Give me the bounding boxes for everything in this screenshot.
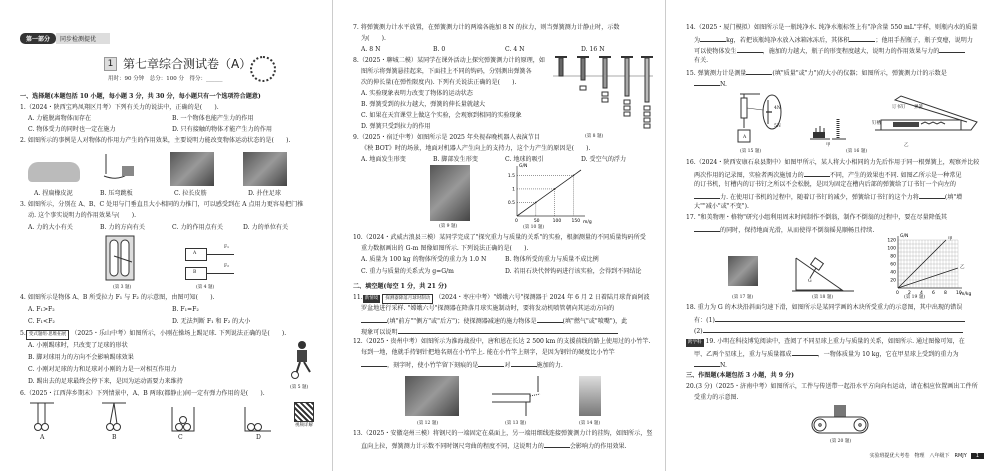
- q16-label-staple: 订书钉: [892, 105, 906, 110]
- q3-option-b: B. 力的方向有关: [100, 224, 145, 231]
- y-axis-label: G/N: [900, 234, 909, 239]
- q4-caption: (第 4 题): [196, 285, 215, 290]
- q19-caption: (第 19 题): [904, 295, 926, 300]
- q14-bottle-photo: [579, 376, 601, 416]
- q4-arrow-f1: [206, 254, 234, 255]
- q12-stem-3: [361, 360, 563, 370]
- q7-stem-2: 为( ).: [361, 35, 386, 42]
- q18-stem-2-text: 有：(1): [694, 317, 715, 324]
- q15-scale-label-5n: 5N: [774, 124, 781, 129]
- q16-stem-4b: (填"增: [944, 194, 963, 201]
- q16-label-groove: 钉槽: [872, 121, 881, 126]
- x-tick-label: 2: [908, 291, 911, 296]
- q19-stem-2: [694, 349, 959, 359]
- q10-option-d: D. 若用石块代替钩码进行该实验，会得到不同结论: [505, 268, 642, 275]
- q16-stem-5: 大""减小"或"不变").: [694, 203, 749, 210]
- y-tick-label: 120: [887, 238, 896, 244]
- q5-option-c: C. 小刚对足球的力和足球对小刚的力是一对相互作用力: [28, 366, 177, 373]
- q12-stem-1: 12.（2025・贵州中考）如图所示为淮海战役中，唐和恩在长达 2 500 km 的支援前线的路上使用过的小竹竿.: [353, 338, 651, 345]
- q16-stem-2: [694, 170, 962, 180]
- q13-caption: (第 13 题): [505, 421, 527, 426]
- data-point: [554, 188, 556, 190]
- q2-image-c: [170, 152, 214, 186]
- q16-stem-2a: 两次作用的记录图，实验者两次施加力的: [694, 172, 804, 179]
- q4-label-f1: F₁: [224, 245, 229, 250]
- q16-figure-jia: [810, 108, 852, 142]
- q2-option-b: B. 压弯跳板: [100, 190, 133, 197]
- x-axis-label: m/g: [583, 220, 592, 224]
- q17-stem-2-text: 的同时，保持地面光滑，从而使得不倒翁摇晃顺畅且持续.: [720, 227, 875, 234]
- q6-option-a: A: [40, 434, 45, 441]
- q17-stem-1: 17. "和美物理・格物"研究小组利用周末时间制作不倒翁，制作不倒翁的过程中，要在尽量降低其: [686, 214, 947, 221]
- q15-stem-1a: 15. 弹簧测力计是测量: [686, 70, 747, 77]
- test-number: 1: [104, 57, 117, 71]
- q2-option-c: C. 拉长皮筋: [174, 190, 207, 197]
- q5-option-b: B. 脚对球用力的方向不会影响踢球效果: [28, 354, 134, 361]
- q11-stem-3a: (填"前方""侧方"或"后方")；使探测器减速的施力物体是: [387, 318, 537, 325]
- q18-slope-figure: [792, 254, 856, 294]
- x-axis-label: m/kg: [960, 292, 972, 296]
- q11-stem-1: [353, 294, 650, 304]
- q14-stem-2b: kg，若把该瓶纯净水放入冰箱冰冻后，其体积: [726, 37, 850, 44]
- q13-stem-2: [361, 441, 627, 451]
- q16-blank-1[interactable]: [804, 170, 830, 177]
- q8-option-a: A. 实验现象表明力改变了物体的运动状态: [361, 90, 473, 97]
- data-point: [535, 202, 537, 204]
- q9-stem-1: 9.（2025・宿迁中考）如图所示是 2025 年央视春晚机器人表演节目: [353, 134, 540, 141]
- q19-stem-1: [686, 338, 965, 347]
- q16-stem-4: [694, 192, 962, 202]
- q14-stem-3a: 可以使物体发生: [694, 48, 737, 55]
- q8-stem-2: 图所示将弹簧悬挂起来，下面挂上不同的钩码，分别测出弹簧各: [361, 68, 532, 75]
- q5-option-d: D. 踢出去的足球最终会停下来，是因为运动需要力来维持: [28, 378, 183, 385]
- q9-robot-photo: [430, 165, 470, 221]
- q2-option-d: D. 扑住足球: [248, 190, 281, 197]
- q3-option-d: D. 力的单位有关: [243, 224, 289, 231]
- q8-option-d: D. 弹簧只受到拉力的作用: [361, 123, 431, 130]
- q18-blank-2[interactable]: [703, 326, 963, 333]
- q15-blank-2[interactable]: [694, 79, 720, 86]
- footer-text: 实验班提优大考卷 物理 八年级下 RMJY: [869, 453, 967, 459]
- q6-stem: 6.（2025・江西萍乡期末）下列情景中，A、B 两球(都静止)间一定有弹力作用的是( ).: [20, 390, 265, 397]
- q19-stem-2a: 甲、乙两个星球上，重力与质量都成: [694, 351, 792, 358]
- data-point: [573, 175, 575, 177]
- q14-caption: (第 14 题): [579, 421, 601, 426]
- q19-stem-1-text: 19. 小明在科技博览阅读中，查阅了不同星球上重力与质量的关系，如图所示. 通过图像可知，在: [705, 338, 965, 345]
- q3-option-c: C. 力的作用点有关: [172, 224, 223, 231]
- q8-option-c: C. 如果在天宫课堂上做这个实验，会观察到相同的实验现象: [361, 112, 522, 119]
- q16-blank-2[interactable]: [694, 192, 720, 199]
- q15-caption: (第 15 题): [740, 149, 762, 154]
- q4-stem: 4. 如图所示是物体 A、B 所受拉力 F₁ 与 F₂ 的示意图，由图可知( ).: [20, 294, 215, 301]
- qr-code[interactable]: [294, 402, 314, 422]
- page-number: 1: [971, 453, 984, 459]
- q13-stem-1: 13.（2025・安徽亳州三模）将钢尺的一端固定在桌面上，另一端用细线连接弹簧测力计的挂钩，如图所示，竖: [353, 430, 653, 437]
- q11-number: 11.: [353, 294, 363, 301]
- q13-blank-1[interactable]: [544, 441, 570, 448]
- y-tick-label: 100: [887, 246, 896, 252]
- q10-caption: (第 10 题): [523, 225, 545, 230]
- x-tick-label: 100: [552, 219, 562, 224]
- q16-caption: (第 16 题): [846, 149, 868, 154]
- q3-option-a: A. 力的大小有关: [28, 224, 73, 231]
- q13-stem-2a: 直向上拉，弹簧测力计示数不同时钢尺弯曲的程度不同，这说明力的: [361, 443, 544, 450]
- q6-figure-a: [28, 402, 58, 432]
- q12-blank-3[interactable]: [511, 360, 537, 367]
- q5-number: 5.: [20, 330, 26, 337]
- series-label: 甲: [948, 237, 953, 242]
- q14-blank-4[interactable]: [939, 46, 965, 53]
- q6-option-b: B: [112, 434, 117, 441]
- q17-stem-2: [694, 225, 874, 235]
- q10-option-b: B. 物体所受的重力与质量不成比例: [505, 256, 599, 263]
- q10-option-c: C. 重力与质量的关系式为 g=G/m: [361, 268, 454, 275]
- q18-stem-3-text: (2): [694, 328, 703, 335]
- q14-blank-2[interactable]: [849, 35, 875, 42]
- q4-label-b: B: [193, 270, 197, 275]
- q1-option-a: A. 力能脱离物体而存在: [28, 115, 92, 122]
- q15-stem-1: [686, 68, 947, 78]
- q16-stem-1: 16.（2024・陕西安康石泉县期中）如图甲所示，某人将大小相同的力先后作用于同一根弹簧上，观察并比较: [686, 159, 980, 166]
- qr-caption: 视频详解: [295, 423, 313, 428]
- q2-image-d: [243, 152, 287, 186]
- q16-blank-3[interactable]: [919, 192, 945, 199]
- test-meta: 用时：90 分钟 总分：100 分 得分：______: [108, 76, 223, 82]
- q6-figure-d: [243, 402, 273, 432]
- q3-stem-1: 3. 如图所示，分别在 A、B、C 处用与门垂直且大小相同的力推门，可以感受到在 A 点用力更容易把门推: [20, 201, 304, 208]
- page-right: [666, 0, 1000, 471]
- q1-option-b: B. 一个物体也能产生力的作用: [172, 115, 254, 122]
- q2-image-b: [100, 152, 140, 186]
- test-title-row: [104, 55, 251, 72]
- q9-option-a: A. 地面发生形变: [361, 156, 406, 163]
- q9-option-c: C. 地球的吸引: [505, 156, 544, 163]
- q20-caption: (第 20 题): [830, 439, 852, 444]
- q11-stem-4-text: 现象可以说明: [361, 329, 398, 336]
- q12-blank-1[interactable]: [361, 360, 387, 367]
- q15-blank-1[interactable]: [746, 68, 772, 75]
- q20-stem-1: 20.(3 分)（2025・济南中考）如图所示，工件与传送带一起沿水平方向向右运动，请在相应位置画出工件所: [686, 383, 978, 390]
- q3-door-figure: [104, 234, 138, 282]
- q11-blank-1[interactable]: [361, 316, 387, 323]
- series-label: 乙: [960, 265, 965, 270]
- q4-option-c: C. F₁<F₂: [28, 318, 55, 325]
- q13-ruler-figure: [490, 372, 546, 418]
- x-tick-label: 150: [571, 219, 581, 224]
- q16-stem-4a: 力. 在使用订书机的过程中，随着订书钉的减少，弹簧给订书钉的这个力将: [720, 194, 919, 201]
- q16-stem-2b: 不同，产生的效果也不同. 如图乙所示是一种常见: [829, 172, 962, 179]
- q19-blank-2[interactable]: [694, 360, 720, 367]
- x-tick-label: 50: [533, 219, 540, 224]
- q7-stem-1: 7. 将弹簧测力计水平放置，在弹簧测力计的两端各施加 8 N 的拉力，则当弹簧测力计静止时，示数: [353, 24, 620, 31]
- q18-label-g: G: [808, 279, 812, 284]
- q12-stem-3c: 施加的力.: [536, 362, 563, 369]
- q14-stem-2c: ；他用手捏瓶子，瓶子变瘪，说明力: [875, 37, 973, 44]
- q14-stem-2: [694, 35, 973, 45]
- q19-chart: [884, 232, 974, 296]
- q14-blank-1[interactable]: [700, 35, 726, 42]
- q2-option-a: A. 捏扁橡皮泥: [34, 190, 73, 197]
- q12-bamboo-photo: [405, 376, 459, 416]
- q14-stem-1: 14.（2025・厦门模拟）如图所示是一瓶纯净水. 纯净水瓶标签上有"净含量 550 mL"字样，则瓶内水的质量: [686, 24, 978, 31]
- q11-blank-2[interactable]: [537, 316, 563, 323]
- series-line-0: [517, 170, 581, 216]
- q4-label-a: A: [193, 251, 197, 256]
- q16-label-yi: 乙: [904, 143, 909, 148]
- q10-stem-2: 重力数据画出的 G-m 图像如图所示. 下列说法正确的是( ).: [361, 245, 529, 252]
- q18-stem-3: [694, 326, 963, 336]
- q19-stem-3: [694, 360, 727, 370]
- q15-stem-2: [694, 79, 727, 89]
- page-footer: [869, 452, 984, 459]
- x-tick-label: 10: [956, 291, 962, 296]
- q10-chart: [505, 162, 595, 224]
- q19-stem-3-unit: N.: [720, 362, 727, 369]
- q16-stapler-figure: [871, 92, 981, 140]
- q12-stem-3b: 对: [504, 362, 511, 369]
- test-title: 第七章综合测试卷（A）: [123, 57, 252, 71]
- q14-stem-3: [694, 46, 965, 56]
- q5-stem: （2025・乐山中考）如图所示，小刚在操场上踢足球. 下列说法正确的是( ).: [71, 330, 287, 337]
- q19-tag: 跨学科: [688, 340, 702, 345]
- q7-option-a: A. 8 N: [361, 46, 381, 53]
- q15-scale-label-4n: 4N: [774, 106, 781, 111]
- y-tick-label: 60: [890, 262, 896, 268]
- q6-figure-b: [100, 402, 130, 432]
- section-heading-drawing: 三、作图题(本题包括 3 小题，共 9 分): [686, 372, 795, 379]
- q9-caption: (第 9 题): [439, 224, 458, 229]
- q15-spring-scale-figure: [736, 92, 786, 150]
- x-tick-label: 4: [920, 291, 923, 296]
- q11-blank-3[interactable]: [398, 327, 618, 334]
- q6-option-d: D: [256, 434, 261, 441]
- q20-conveyor-figure: [808, 403, 872, 437]
- section-banner: [20, 33, 110, 43]
- section-heading-fill: 二、填空题(每空 1 分，共 21 分): [353, 283, 448, 290]
- q17-tumbler-photo: [728, 256, 758, 286]
- q8-springs-figure: [553, 54, 653, 132]
- seal-icon: [250, 56, 276, 82]
- q18-blank-1[interactable]: [715, 315, 965, 322]
- y-tick-label: 20: [890, 278, 896, 284]
- q11-stem-3: [361, 316, 627, 326]
- q14-stem-2a: 为: [694, 37, 701, 44]
- q12-caption: (第 12 题): [417, 421, 439, 426]
- q5-stem-row: [20, 330, 286, 340]
- q4-box-b: [185, 267, 207, 280]
- q15-box-label: A: [743, 135, 747, 140]
- section-tag: 第一部分: [20, 33, 56, 44]
- q1-stem: 1.（2024・陕西宝鸡凤翔区月考）下列有关力的说法中，正确的是( ).: [20, 104, 219, 111]
- q15-stem-1b: (填"质量"或"力")的大小的仪器；如图所示，弹簧测力计的示数是: [772, 70, 947, 77]
- q2-image-a: [28, 162, 80, 182]
- q3-stem-2: 动. 这个事实说明力的作用效果与( ).: [28, 212, 137, 219]
- q2-stem: 2. 如图所示的事例是人对物体的作用力产生的作用效果，主要说明力能改变物体运动状态的是( ).: [20, 137, 291, 144]
- q11-stem-3b: (填"燃气"或"喷嘴")，此: [562, 318, 628, 325]
- q16-label-jia: 甲: [826, 143, 831, 148]
- y-tick-label: 80: [890, 254, 896, 260]
- q19-blank-1[interactable]: [792, 349, 818, 356]
- q9-option-d: D. 受空气的浮力: [581, 156, 627, 163]
- q11-stem-2: 罗盆地进行采样. "嫦娥六号"探测器在降落月球实施制动时，要将发动机喷管朝向其运动方向的: [361, 305, 615, 312]
- q17-blank-1[interactable]: [694, 225, 720, 232]
- q14-blank-3[interactable]: [737, 46, 763, 53]
- q6-option-c: C: [178, 434, 183, 441]
- q5-player-figure: [286, 340, 316, 380]
- page-left: [0, 0, 333, 471]
- q9-option-b: B. 脚部发生形变: [433, 156, 478, 163]
- q20-stem-2: 受重力的示意图.: [694, 394, 739, 401]
- x-tick-label: 0: [515, 219, 518, 224]
- y-tick-label: 0.5: [507, 200, 515, 206]
- q5-option-a: A. 小刚踢球时，只改变了足球的形状: [28, 342, 128, 349]
- q4-box-a: [185, 248, 207, 261]
- page-middle: [333, 0, 666, 471]
- q15-stem-2-unit: N.: [720, 81, 727, 88]
- q6-figure-c: [170, 402, 200, 432]
- y-tick-label: 1: [512, 187, 515, 193]
- x-tick-label: 0: [896, 291, 899, 296]
- y-axis-label: G/N: [519, 164, 528, 169]
- q8-stem-3: 次的伸长量(在弹性限度内). 下列有关说法正确的是( ).: [361, 79, 517, 86]
- q7-option-d: D. 16 N: [581, 46, 605, 53]
- q5-tag: 变式题组·思维拓展: [26, 330, 69, 340]
- q7-option-c: C. 4 N: [505, 46, 525, 53]
- x-tick-label: 6: [932, 291, 935, 296]
- q16-label-spring: 弹簧: [914, 105, 923, 110]
- q12-stem-3a: ，刻字时，使小竹竿留下刻痕的是: [387, 362, 479, 369]
- q10-stem-1: 10.（2024・武威古浪县三模）某同学完成了"探究重力与质量的关系"的实验，根据测量的不同质量钩码所受: [353, 234, 646, 241]
- q14-stem-3b: ，施加的力越大，瓶子的形变程度越大，说明力的作用效果与力的: [762, 48, 940, 55]
- q4-option-b: B. F₁=F₂: [172, 306, 199, 313]
- q8-caption: (第 8 题): [585, 134, 604, 139]
- q4-arrow-f2: [206, 273, 234, 274]
- q11-stem-4: [361, 327, 618, 337]
- q11-stem-text: （2024・枣庄中考）"嫦娥六号"探测器于 2024 年 6 月 2 日着陆月球背面阿波: [435, 294, 650, 301]
- q8-stem-1: 8.（2025・聊城二模）某同学在课外活动上探究弹簧测力计的原理，如: [353, 57, 545, 64]
- x-tick-label: 8: [944, 291, 947, 296]
- q19-stem-2b: ，一物体质量为 10 kg，它在甲星球上受到的重力为: [817, 351, 959, 358]
- q17-caption: (第 17 题): [732, 295, 754, 300]
- q8-option-b: B. 弹簧受到的拉力越大，弹簧的伸长量就越大: [361, 101, 486, 108]
- q3-caption: (第 3 题): [113, 285, 132, 290]
- y-tick-label: 1.5: [507, 173, 515, 179]
- section-name: 同步检测提优: [56, 33, 110, 44]
- q4-option-d: D. 无法判断 F₁ 和 F₂ 的大小: [172, 318, 251, 325]
- q18-stem-2: [694, 315, 965, 325]
- q13-stem-2b: 会影响力的作用效果.: [569, 443, 627, 450]
- q10-option-a: A. 质量为 100 kg 的物体所受的重力为 1.0 N: [361, 256, 487, 263]
- q7-option-b: B. 0: [433, 46, 446, 53]
- q12-blank-2[interactable]: [478, 360, 504, 367]
- q4-option-a: A. F₁>F₂: [28, 306, 55, 313]
- q1-option-c: C. 物体受力的同时也一定在施力: [28, 126, 116, 133]
- q11-tag-new: 新情境: [364, 296, 379, 301]
- section-heading-choice: 一、选择题(本题包括 10 小题，每小题 3 分，共 30 分，每小题只有一个选项符合题意): [20, 93, 261, 100]
- q16-stem-3: 的订书机，钉槽内的订书钉之所以不会松脱，是因为固定在槽内后部的弹簧给了订书钉一个向左的: [694, 181, 957, 188]
- q14-stem-4: 有关.: [694, 57, 709, 64]
- q12-stem-2: 每到一地，他就手持钢针把地名刻在小竹竿上. 能在小竹竿上刻字，是因为钢针的硬度比小竹竿: [361, 349, 615, 356]
- q18-caption: (第 18 题): [812, 295, 834, 300]
- q9-stem-2: 《秧 BOT》时的场景，地面对机器人产生向上的支持力，这个力产生的原因是( ).: [361, 145, 591, 152]
- q4-label-f2: F₂: [224, 264, 229, 269]
- y-tick-label: 40: [890, 270, 896, 276]
- q18-stem-1: 18. 重力为 G 的木块沿斜面匀速下滑，如图所示是某同学画的木块所受重力的示意图，其中出现的错误: [686, 304, 963, 311]
- q5-caption: (第 5 题): [290, 385, 309, 390]
- q11-tag-context: 探测器降落月球时制动: [382, 294, 433, 304]
- q1-option-d: D. 只有接触的物体才能产生力的作用: [172, 126, 272, 133]
